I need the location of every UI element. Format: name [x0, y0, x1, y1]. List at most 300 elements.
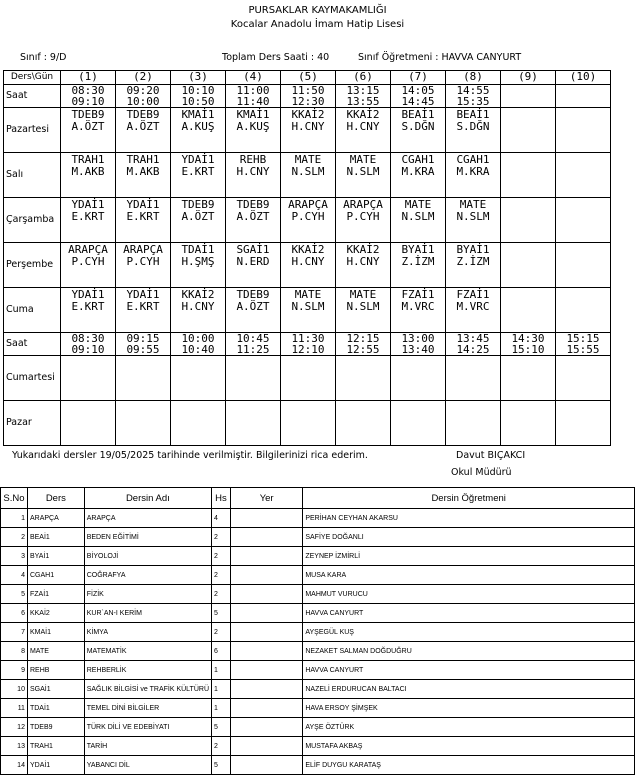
time-start: 14:55: [456, 84, 490, 97]
legend-room: [230, 585, 302, 604]
lesson-code: MATE: [404, 198, 432, 211]
period-header: (5): [281, 71, 336, 85]
lesson-cell: [556, 288, 611, 333]
legend-hours: 5: [212, 756, 231, 775]
time-start: 12:15: [346, 332, 380, 345]
lesson-cell: [171, 243, 226, 288]
lesson-teacher: E.KRT: [71, 300, 105, 313]
lesson-teacher: P.CYH: [291, 210, 325, 223]
time-end: 11:40: [236, 95, 270, 108]
lesson-code: MATE: [349, 288, 377, 301]
legend-row: [1, 661, 635, 680]
time-start: 14:05: [401, 84, 435, 97]
lesson-code: TDEB9: [126, 108, 160, 121]
lesson-cell: [226, 108, 281, 153]
time-cell: [336, 85, 391, 108]
lesson-code: MATE: [349, 153, 377, 166]
lesson-code: KKAİ2: [291, 108, 325, 121]
lesson-code: YDAİ1: [126, 198, 160, 211]
time-end: 09:10: [71, 95, 105, 108]
lesson-code: TDEB9: [181, 198, 215, 211]
legend-row: [1, 547, 635, 566]
legend-sno: 8: [1, 642, 28, 661]
empty-cell: [446, 356, 501, 401]
time-end: 12:10: [291, 343, 325, 356]
lesson-code: YDAİ1: [71, 198, 105, 211]
legend-code: ARAPÇA: [27, 509, 84, 528]
legend-code: BYAİ1: [27, 547, 84, 566]
legend-teacher: PERİHAN CEYHAN AKARSU: [303, 509, 635, 528]
empty-cell: [446, 401, 501, 446]
course-legend-table: [0, 487, 635, 775]
lesson-code: YDAİ1: [71, 288, 105, 301]
lesson-code: KKAİ2: [346, 108, 380, 121]
legend-row: [1, 680, 635, 699]
lesson-cell: [501, 243, 556, 288]
lesson-teacher: H.CNY: [291, 120, 325, 133]
empty-cell: [281, 356, 336, 401]
time-end: 12:30: [291, 95, 325, 108]
legend-header-teacher: Dersin Öğretmeni: [303, 488, 635, 509]
lesson-teacher: P.CYH: [71, 255, 105, 268]
weekly-schedule-table: [3, 70, 611, 446]
lesson-cell: [556, 198, 611, 243]
empty-cell: [171, 401, 226, 446]
legend-code: TRAH1: [27, 737, 84, 756]
lesson-cell: [116, 108, 171, 153]
legend-room: [230, 737, 302, 756]
lesson-teacher: N.SLM: [401, 210, 435, 223]
lesson-teacher: A.ÖZT: [236, 300, 270, 313]
legend-header-row: [1, 488, 635, 509]
periods-row: [4, 71, 611, 85]
time-end: 15:10: [511, 343, 545, 356]
lesson-code: YDAİ1: [181, 153, 215, 166]
time-start: 11:50: [291, 84, 325, 97]
principal-title: Okul Müdürü: [451, 467, 512, 478]
lesson-teacher: E.KRT: [126, 300, 160, 313]
lesson-cell: [556, 243, 611, 288]
empty-cell: [116, 356, 171, 401]
empty-cell: [336, 356, 391, 401]
legend-course: YABANCI DİL: [84, 756, 211, 775]
legend-row: [1, 528, 635, 547]
legend-room: [230, 699, 302, 718]
footer-note: Yukarıdaki dersler 19/05/2025 tarihinde verilmiştir. Bilgilerinizi rica ederim.: [12, 450, 368, 461]
legend-hours: 1: [212, 699, 231, 718]
time-cell: [501, 85, 556, 108]
time-cell: [446, 85, 501, 108]
legend-row: [1, 604, 635, 623]
time-end: 11:25: [236, 343, 270, 356]
legend-teacher: NAZELİ ERDURUCAN BALTACI: [303, 680, 635, 699]
period-header: (6): [336, 71, 391, 85]
lesson-code: ARAPÇA: [123, 243, 163, 256]
legend-row: [1, 623, 635, 642]
time-cell: [116, 333, 171, 356]
lesson-cell: [501, 108, 556, 153]
time-start: 08:30: [71, 84, 105, 97]
legend-sno: 1: [1, 509, 28, 528]
legend-room: [230, 528, 302, 547]
lesson-cell: [501, 153, 556, 198]
lesson-cell: [391, 198, 446, 243]
time-end: 09:55: [126, 343, 160, 356]
lesson-teacher: P.CYH: [126, 255, 160, 268]
lesson-code: BYAİ1: [401, 243, 435, 256]
lesson-code: YDAİ1: [126, 288, 160, 301]
lesson-cell: [226, 153, 281, 198]
day-name: Cumartesi: [4, 356, 61, 401]
lesson-cell: [501, 288, 556, 333]
legend-row: [1, 585, 635, 604]
lesson-teacher: E.KRT: [71, 210, 105, 223]
empty-cell: [391, 356, 446, 401]
legend-course: ARAPÇA: [84, 509, 211, 528]
time-cell: [336, 333, 391, 356]
legend-sno: 14: [1, 756, 28, 775]
legend-hours: 4: [212, 509, 231, 528]
lesson-teacher: A.ÖZT: [126, 120, 160, 133]
legend-room: [230, 680, 302, 699]
weekend-row: [4, 356, 611, 401]
time-start: 09:20: [126, 84, 160, 97]
legend-room: [230, 566, 302, 585]
time-start: 13:15: [346, 84, 380, 97]
empty-cell: [281, 401, 336, 446]
legend-course: MATEMATİK: [84, 642, 211, 661]
lesson-cell: [446, 243, 501, 288]
period-header: (2): [116, 71, 171, 85]
legend-header-code: Ders: [27, 488, 84, 509]
day-name: Cuma: [4, 288, 61, 333]
lesson-code: MATE: [294, 288, 322, 301]
time-end: 12:55: [346, 343, 380, 356]
lesson-teacher: E.KRT: [126, 210, 160, 223]
time-end: 09:10: [71, 343, 105, 356]
lesson-cell: [116, 288, 171, 333]
time-cell: [281, 333, 336, 356]
legend-code: REHB: [27, 661, 84, 680]
time-start: 11:00: [236, 84, 270, 97]
time-start: 10:00: [181, 332, 215, 345]
lesson-cell: [281, 288, 336, 333]
legend-row: [1, 566, 635, 585]
legend-room: [230, 623, 302, 642]
corner-cell: Ders\Gün: [4, 71, 61, 85]
lesson-code: BYAİ1: [456, 243, 490, 256]
legend-code: TDEB9: [27, 718, 84, 737]
legend-row: [1, 509, 635, 528]
lesson-cell: [281, 198, 336, 243]
legend-hours: 2: [212, 737, 231, 756]
empty-cell: [336, 401, 391, 446]
legend-room: [230, 547, 302, 566]
lesson-teacher: A.KUŞ: [236, 120, 270, 133]
legend-sno: 13: [1, 737, 28, 756]
time-row: [4, 85, 611, 108]
time-end: 15:55: [566, 343, 600, 356]
legend-sno: 7: [1, 623, 28, 642]
lesson-cell: [556, 153, 611, 198]
legend-room: [230, 756, 302, 775]
day-name: Pazartesi: [4, 108, 61, 153]
period-header: (8): [446, 71, 501, 85]
legend-code: CGAH1: [27, 566, 84, 585]
lesson-teacher: A.KUŞ: [181, 120, 215, 133]
legend-room: [230, 509, 302, 528]
lesson-cell: [391, 243, 446, 288]
time-start: 09:15: [126, 332, 160, 345]
time-cell: [116, 85, 171, 108]
lesson-teacher: A.ÖZT: [71, 120, 105, 133]
time-cell: [391, 333, 446, 356]
legend-row: [1, 718, 635, 737]
time-start: 08:30: [71, 332, 105, 345]
lesson-code: ARAPÇA: [68, 243, 108, 256]
empty-cell: [116, 401, 171, 446]
legend-course: COĞRAFYA: [84, 566, 211, 585]
legend-course: TÜRK DİLİ VE EDEBİYATI: [84, 718, 211, 737]
lesson-code: ARAPÇA: [343, 198, 383, 211]
lesson-cell: [61, 108, 116, 153]
lesson-code: FZAİ1: [401, 288, 435, 301]
legend-course: REHBERLİK: [84, 661, 211, 680]
day-row: [4, 198, 611, 243]
lesson-code: MATE: [459, 198, 487, 211]
lesson-cell: [226, 243, 281, 288]
saat-label: Saat: [4, 333, 61, 356]
lesson-code: CGAH1: [401, 153, 435, 166]
day-name: Çarşamba: [4, 198, 61, 243]
legend-sno: 6: [1, 604, 28, 623]
legend-teacher: HAVVA CANYURT: [303, 661, 635, 680]
legend-course: SAĞLIK BİLGİSİ ve TRAFİK KÜLTÜRÜ: [84, 680, 211, 699]
lesson-code: SGAİ1: [236, 243, 270, 256]
time-cell: [226, 85, 281, 108]
lesson-teacher: Z.İZM: [456, 255, 490, 268]
lesson-cell: [336, 108, 391, 153]
lesson-cell: [336, 288, 391, 333]
legend-code: SGAİ1: [27, 680, 84, 699]
time-cell: [556, 333, 611, 356]
empty-cell: [61, 401, 116, 446]
legend-course: TARİH: [84, 737, 211, 756]
time-end: 10:00: [126, 95, 160, 108]
period-header: (3): [171, 71, 226, 85]
time-cell: [501, 333, 556, 356]
lesson-code: MATE: [294, 153, 322, 166]
lesson-cell: [171, 108, 226, 153]
lesson-cell: [556, 108, 611, 153]
period-header: (9): [501, 71, 556, 85]
lesson-cell: [281, 153, 336, 198]
time-cell: [61, 85, 116, 108]
time-cell: [391, 85, 446, 108]
day-row: [4, 288, 611, 333]
legend-hours: 2: [212, 547, 231, 566]
lesson-code: BEAİ1: [456, 108, 490, 121]
time-start: 14:30: [511, 332, 545, 345]
legend-hours: 2: [212, 528, 231, 547]
empty-cell: [391, 401, 446, 446]
legend-sno: 9: [1, 661, 28, 680]
lesson-cell: [281, 108, 336, 153]
legend-room: [230, 604, 302, 623]
lesson-teacher: E.KRT: [181, 165, 215, 178]
lesson-cell: [391, 288, 446, 333]
legend-sno: 12: [1, 718, 28, 737]
principal-name: Davut BIÇAKCI: [456, 450, 526, 461]
lesson-teacher: H.CNY: [236, 165, 270, 178]
saat-label: Saat: [4, 85, 61, 108]
time-start: 11:30: [291, 332, 325, 345]
lesson-teacher: N.SLM: [346, 300, 380, 313]
legend-row: [1, 642, 635, 661]
lesson-teacher: S.DĞN: [456, 120, 490, 133]
lesson-cell: [446, 108, 501, 153]
lesson-code: TRAH1: [71, 153, 105, 166]
lesson-cell: [116, 153, 171, 198]
time-cell: [556, 85, 611, 108]
day-name: Perşembe: [4, 243, 61, 288]
lesson-code: KKAİ2: [346, 243, 380, 256]
legend-course: TEMEL DİNİ BİLGİLER: [84, 699, 211, 718]
lesson-teacher: N.SLM: [291, 300, 325, 313]
lesson-cell: [446, 288, 501, 333]
legend-header-room: Yer: [230, 488, 302, 509]
day-row: [4, 153, 611, 198]
time-row: [4, 333, 611, 356]
period-header: (10): [556, 71, 611, 85]
lesson-cell: [281, 243, 336, 288]
legend-hours: 5: [212, 604, 231, 623]
legend-sno: 11: [1, 699, 28, 718]
time-cell: [171, 85, 226, 108]
legend-teacher: AYŞEGÜL KUŞ: [303, 623, 635, 642]
lesson-cell: [171, 198, 226, 243]
lesson-teacher: A.ÖZT: [236, 210, 270, 223]
legend-sno: 4: [1, 566, 28, 585]
lesson-teacher: H.CNY: [181, 300, 215, 313]
day-name: Salı: [4, 153, 61, 198]
lesson-cell: [226, 288, 281, 333]
time-end: 14:25: [456, 343, 490, 356]
period-header: (7): [391, 71, 446, 85]
empty-cell: [226, 401, 281, 446]
legend-sno: 10: [1, 680, 28, 699]
lesson-cell: [391, 153, 446, 198]
lesson-teacher: A.ÖZT: [181, 210, 215, 223]
legend-code: BEAİ1: [27, 528, 84, 547]
lesson-code: KKAİ2: [291, 243, 325, 256]
time-end: 10:50: [181, 95, 215, 108]
lesson-code: TDEB9: [71, 108, 105, 121]
lesson-cell: [171, 288, 226, 333]
lesson-teacher: M.VRC: [456, 300, 490, 313]
lesson-teacher: M.KRA: [456, 165, 490, 178]
lesson-code: BEAİ1: [401, 108, 435, 121]
legend-teacher: ZEYNEP İZMİRLİ: [303, 547, 635, 566]
legend-teacher: NEZAKET SALMAN DOĞDUĞRU: [303, 642, 635, 661]
legend-code: YDAİ1: [27, 756, 84, 775]
time-cell: [171, 333, 226, 356]
legend-row: [1, 699, 635, 718]
lesson-code: TDEB9: [236, 288, 270, 301]
time-end: 15:35: [456, 95, 490, 108]
lesson-code: KKAİ2: [181, 288, 215, 301]
empty-cell: [501, 356, 556, 401]
legend-code: KMAİ1: [27, 623, 84, 642]
lesson-code: CGAH1: [456, 153, 490, 166]
legend-teacher: ELİF DUYGU KARATAŞ: [303, 756, 635, 775]
day-name: Pazar: [4, 401, 61, 446]
lesson-cell: [226, 198, 281, 243]
lesson-teacher: M.KRA: [401, 165, 435, 178]
empty-cell: [501, 401, 556, 446]
total-hours-label: Toplam Ders Saati : 40: [222, 52, 330, 63]
lesson-cell: [336, 153, 391, 198]
legend-code: KKAİ2: [27, 604, 84, 623]
legend-sno: 5: [1, 585, 28, 604]
lesson-cell: [61, 153, 116, 198]
empty-cell: [61, 356, 116, 401]
time-end: 13:55: [346, 95, 380, 108]
lesson-cell: [446, 198, 501, 243]
lesson-cell: [116, 198, 171, 243]
lesson-teacher: N.ERD: [236, 255, 270, 268]
lesson-cell: [336, 198, 391, 243]
lesson-code: TDEB9: [236, 198, 270, 211]
legend-hours: 2: [212, 623, 231, 642]
legend-hours: 5: [212, 718, 231, 737]
lesson-code: KMAİ1: [181, 108, 215, 121]
lesson-cell: [116, 243, 171, 288]
legend-room: [230, 642, 302, 661]
lesson-teacher: H.ŞMŞ: [181, 255, 215, 268]
legend-teacher: MAHMUT VURUCU: [303, 585, 635, 604]
class-label: Sınıf : 9/D: [20, 52, 67, 63]
day-row: [4, 108, 611, 153]
lesson-teacher: N.SLM: [291, 165, 325, 178]
time-start: 13:45: [456, 332, 490, 345]
lesson-teacher: M.AKB: [71, 165, 105, 178]
legend-sno: 2: [1, 528, 28, 547]
time-cell: [281, 85, 336, 108]
legend-row: [1, 756, 635, 775]
legend-course: BİYOLOJİ: [84, 547, 211, 566]
lesson-code: FZAİ1: [456, 288, 490, 301]
empty-cell: [226, 356, 281, 401]
lesson-teacher: M.AKB: [126, 165, 160, 178]
legend-code: FZAİ1: [27, 585, 84, 604]
time-start: 10:10: [181, 84, 215, 97]
time-cell: [446, 333, 501, 356]
ministry-title: PURSAKLAR KAYMAKAMLIĞI: [248, 5, 387, 16]
class-teacher-label: Sınıf Öğretmeni : HAVVA CANYURT: [358, 52, 522, 63]
time-cell: [226, 333, 281, 356]
legend-teacher: MUSA KARA: [303, 566, 635, 585]
legend-header-course: Dersin Adı: [84, 488, 211, 509]
legend-teacher: SAFİYE DOĞANLI: [303, 528, 635, 547]
legend-header-sno: S.No: [1, 488, 28, 509]
legend-course: KİMYA: [84, 623, 211, 642]
lesson-cell: [501, 198, 556, 243]
lesson-code: TRAH1: [126, 153, 160, 166]
lesson-teacher: H.CNY: [346, 255, 380, 268]
empty-cell: [171, 356, 226, 401]
legend-course: KUR`AN-I KERİM: [84, 604, 211, 623]
